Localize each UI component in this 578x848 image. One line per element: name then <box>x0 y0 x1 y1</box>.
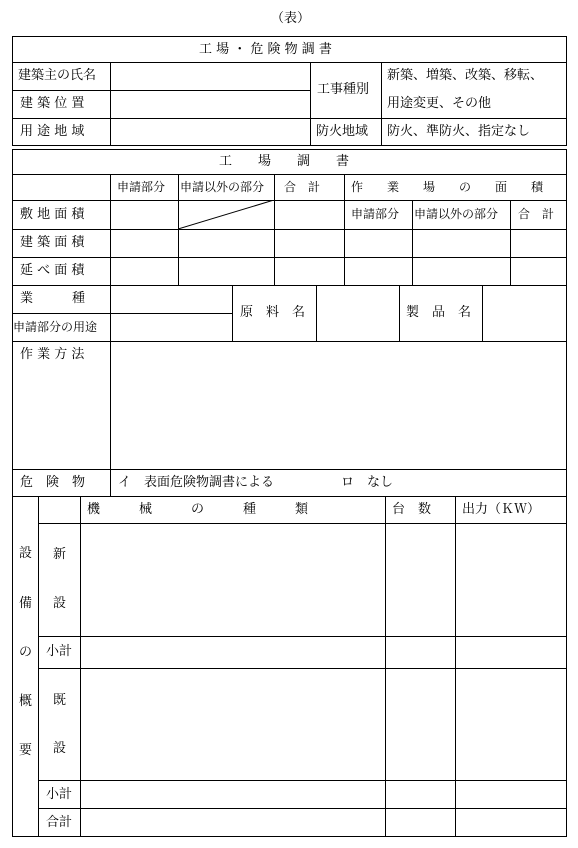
fire-zone-options: 防火、準防火、指定なし <box>387 124 531 139</box>
col-applied-header: 申請部分 <box>117 180 166 194</box>
factory-form-box <box>12 149 567 837</box>
zone-label: 用 途 地 域 <box>20 124 85 139</box>
factory-title: 工 場 調 書 <box>219 154 350 169</box>
doc-tag: （表） <box>271 11 311 26</box>
site-area-label: 敷 地 面 積 <box>20 207 85 222</box>
new-label-2: 設 <box>53 596 67 611</box>
existing-subtotal-label: 小計 <box>46 787 73 802</box>
new-subtotal-label: 小計 <box>46 644 73 659</box>
work-type-label: 工事種別 <box>317 82 370 97</box>
count-header: 台 数 <box>392 502 432 517</box>
diagonal-strike-line <box>178 200 274 229</box>
floor-area-label: 延 べ 面 積 <box>20 263 85 278</box>
sub-applied-header: 申請部分 <box>351 207 400 221</box>
grand-total-label: 合計 <box>46 815 73 830</box>
work-area-header: 作 業 場 の 面 積 <box>351 180 544 194</box>
hazard-option-b: ロ なし <box>341 475 394 490</box>
power-header: 出力（ＫＷ） <box>462 502 541 517</box>
equipment-side-2: 備 <box>19 596 33 611</box>
hazard-label: 危 険 物 <box>20 475 86 490</box>
equipment-side-5: 要 <box>19 743 33 758</box>
owner-label: 建築主の氏名 <box>18 68 97 83</box>
existing-label-2: 設 <box>53 741 67 756</box>
building-area-label: 建 築 面 積 <box>20 235 85 250</box>
fire-zone-label: 防火地域 <box>316 124 369 139</box>
existing-label-1: 既 <box>53 693 67 708</box>
col-total-header: 合 計 <box>284 180 321 194</box>
applied-use-label: 申請部分の用途 <box>13 320 98 334</box>
location-label: 建 築 位 置 <box>20 96 85 111</box>
hazard-option-a: イ 表面危険物調書による <box>118 475 275 490</box>
equipment-side-3: の <box>19 645 33 660</box>
equipment-side-4: 概 <box>19 694 33 709</box>
equipment-side-1: 設 <box>19 546 33 561</box>
sub-total-header: 合 計 <box>518 207 555 221</box>
work-method-label: 作 業 方 法 <box>20 347 85 362</box>
work-type-options-1: 新築、増築、改築、移転、 <box>387 68 544 83</box>
industry-label: 業 種 <box>20 291 86 306</box>
sub-other-header: 申請以外の部分 <box>414 207 499 221</box>
new-label-1: 新 <box>53 547 67 562</box>
machine-type-header: 機 械 の 種 類 <box>87 502 309 517</box>
material-label: 原 料 名 <box>240 305 306 320</box>
form-title: 工 場 ・ 危 険 物 調 書 <box>199 42 332 57</box>
col-other-header: 申請以外の部分 <box>180 180 265 194</box>
work-type-options-2: 用途変更、その他 <box>387 96 492 111</box>
product-label: 製 品 名 <box>406 305 472 320</box>
